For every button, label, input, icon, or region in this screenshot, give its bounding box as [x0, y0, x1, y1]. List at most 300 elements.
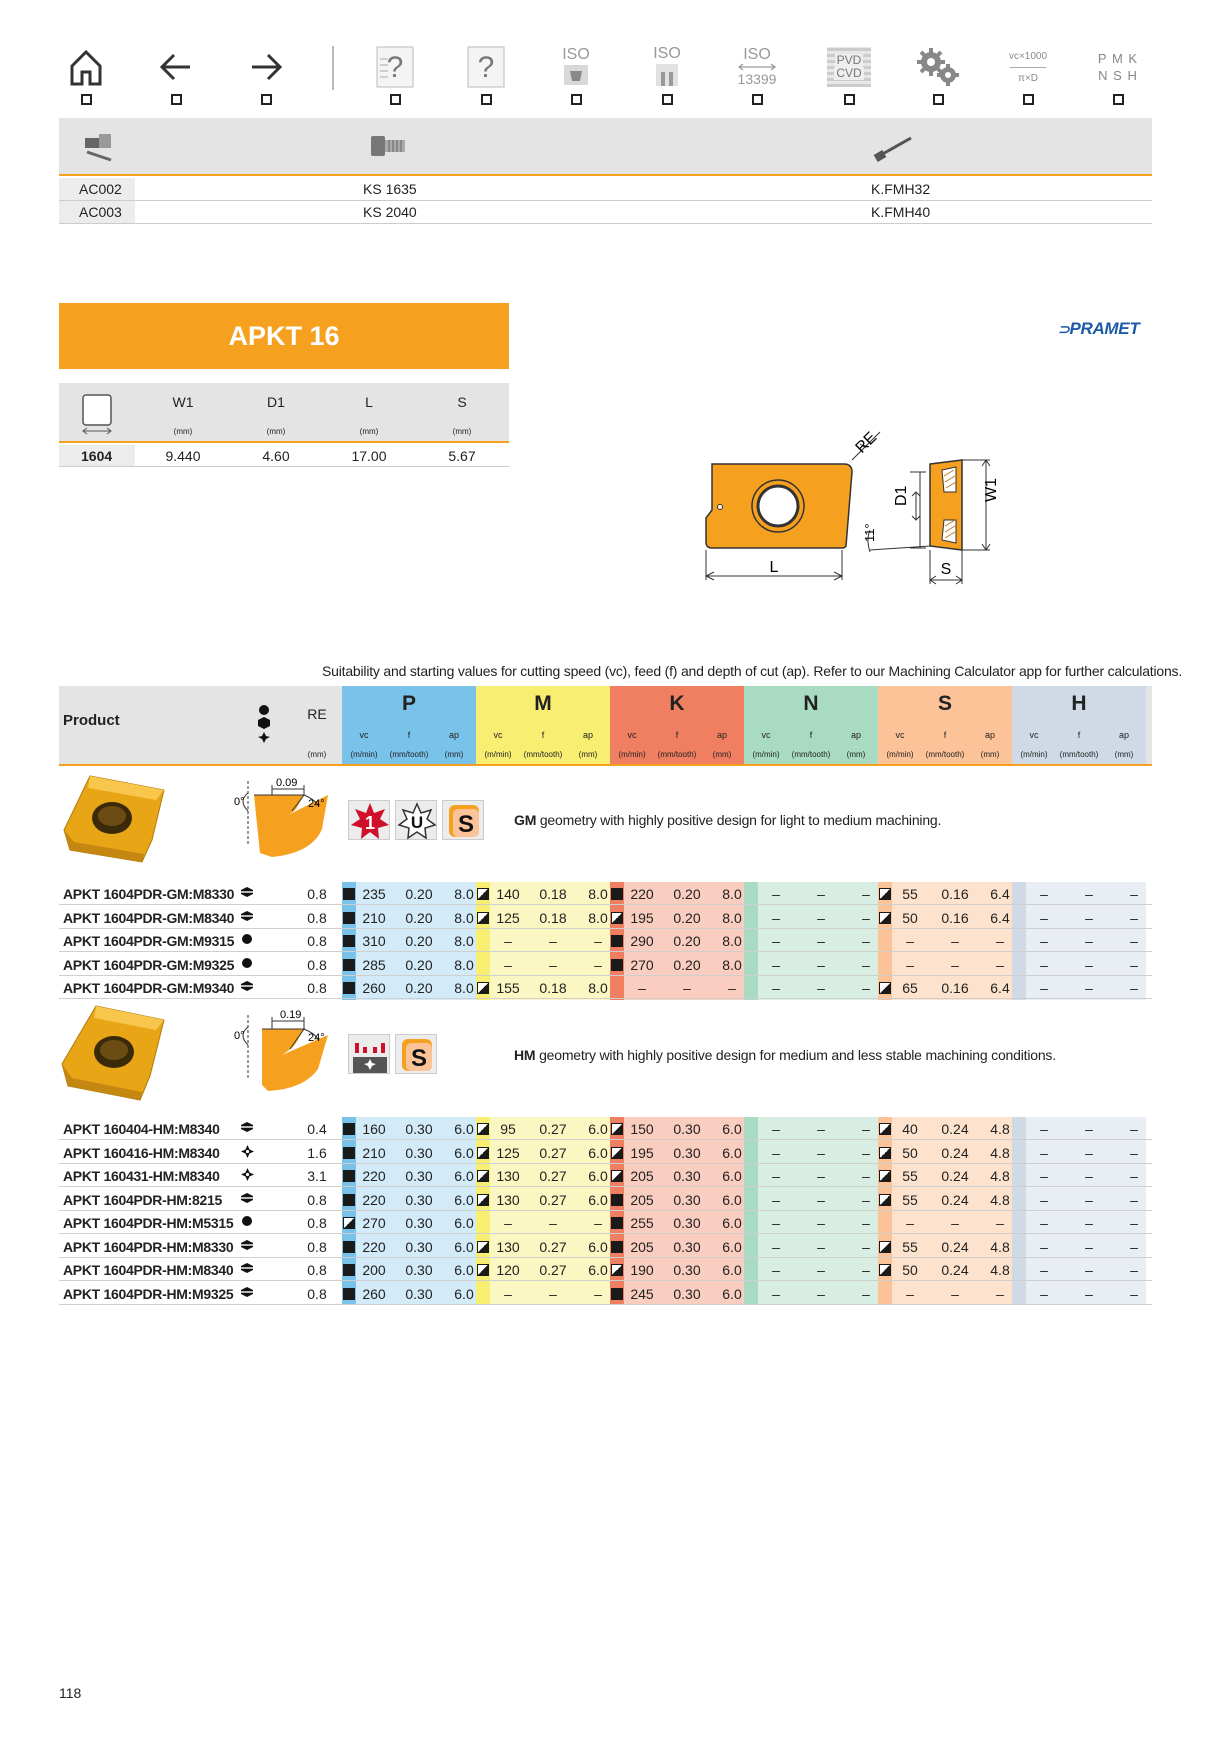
cutting-value-vc: – [1040, 1168, 1048, 1184]
sub-header: f [809, 730, 813, 740]
cutting-value-vc: – [772, 1285, 780, 1302]
cutting-value-ap: 6.0 [722, 1191, 742, 1208]
product-code: APKT 160416-HM:M8340 [63, 1144, 220, 1161]
re-unit: (mm) [307, 750, 327, 759]
home-icon [66, 46, 106, 88]
dim-value-l: 17.00 [351, 448, 387, 464]
formula-bottom: π×D [1018, 72, 1038, 84]
cutting-value-f: 0.30 [673, 1121, 701, 1137]
material-s-icon [396, 1035, 438, 1075]
cutting-value-ap: – [1130, 1215, 1138, 1231]
gm-badge-u [395, 800, 437, 840]
cutting-value-f: 0.30 [405, 1285, 433, 1302]
insert-type-hex-icon [237, 1239, 257, 1254]
cutting-value-ap: – [1130, 1168, 1138, 1184]
insert-dot [718, 505, 723, 510]
cutting-value-f: – [549, 1215, 557, 1231]
sub-unit: (mm) [980, 750, 1000, 759]
cutting-value-f: 0.27 [539, 1262, 567, 1278]
nav-iso-insert-checkbox[interactable] [571, 94, 582, 105]
material-header-m [476, 686, 610, 764]
cutting-value-vc: 290 [630, 933, 654, 949]
cutting-value-f: – [1085, 933, 1093, 949]
hm-badge-s [395, 1034, 437, 1074]
nav-iso-13399-checkbox[interactable] [752, 94, 763, 105]
cutting-value-f: – [817, 1168, 825, 1184]
cutting-value-ap: 8.0 [454, 909, 474, 926]
nav-settings[interactable] [911, 44, 965, 106]
cutting-value-ap: 6.0 [588, 1191, 608, 1208]
material-header-k [610, 686, 744, 764]
cutting-value-f: 0.24 [941, 1262, 969, 1278]
insert-type-hex-icon [237, 1192, 257, 1207]
nav-coating-checkbox[interactable] [844, 94, 855, 105]
svg-text:?: ? [477, 51, 495, 84]
sub-header: vc [1029, 730, 1039, 740]
cutting-value-ap: 6.0 [722, 1168, 742, 1184]
insert-hole [758, 486, 798, 526]
cutting-value-vc: 50 [902, 1144, 918, 1161]
cutting-value-f: 0.30 [405, 1144, 433, 1161]
pmk-label: P M K [1097, 51, 1139, 66]
cutting-value-ap: 8.0 [722, 933, 742, 949]
cutting-value-ap: 6.0 [454, 1144, 474, 1161]
help-icon [465, 45, 507, 89]
nav-calculator[interactable] [1001, 44, 1055, 106]
cutting-value-f: – [817, 1191, 825, 1208]
nav-settings-checkbox[interactable] [933, 94, 944, 105]
gm-edge-profile [232, 775, 328, 861]
cutting-value-vc: 195 [630, 1144, 654, 1161]
cutting-value-f: 0.30 [673, 1168, 701, 1184]
cutting-value-ap: – [862, 909, 870, 926]
re-value: 0.8 [307, 909, 327, 926]
cutting-value-ap: 6.0 [454, 1121, 474, 1137]
nav-iso-insert[interactable] [549, 44, 603, 106]
gm-angle-a: 0° [234, 796, 245, 808]
cutting-value-f: 0.30 [673, 1285, 701, 1302]
cutting-value-f: – [951, 933, 959, 949]
cutting-value-f: 0.20 [673, 909, 701, 926]
cutting-value-vc: – [772, 1121, 780, 1137]
iso-13399-label: 13399 [737, 71, 777, 87]
cutting-value-f: 0.18 [539, 980, 567, 996]
hm-land: 0.19 [280, 1009, 302, 1021]
w1-label: W1 [983, 478, 1000, 502]
nav-iso-13399[interactable] [730, 44, 784, 106]
cutting-value-ap: – [1130, 1191, 1138, 1208]
cutting-value-ap: 6.0 [588, 1238, 608, 1255]
cvd-label: CVD [836, 66, 862, 80]
sub-header: f [1077, 730, 1081, 740]
cutting-value-ap: 4.8 [990, 1168, 1010, 1184]
cutting-value-ap: 8.0 [722, 909, 742, 926]
nav-materials-checkbox[interactable] [1113, 94, 1124, 105]
cutting-value-vc: 200 [362, 1262, 386, 1278]
sub-unit: (mm/tooth) [925, 750, 965, 759]
cutting-value-ap: 6.0 [454, 1168, 474, 1184]
machining-conditions-icon [349, 1035, 391, 1075]
cutting-value-vc: 270 [362, 1215, 386, 1231]
badge-s-text: S [410, 1045, 428, 1072]
cutting-value-f: 0.30 [405, 1121, 433, 1137]
table-row [59, 906, 1152, 929]
cutting-value-vc: – [772, 886, 780, 902]
insert-drawing [690, 420, 1020, 600]
sub-unit: (mm/tooth) [657, 750, 697, 759]
cutting-value-ap: 6.0 [588, 1121, 608, 1137]
cutting-value-vc: 55 [902, 1168, 918, 1184]
gears-icon [915, 46, 961, 88]
sub-header: ap [984, 730, 995, 740]
sub-unit: (mm/tooth) [523, 750, 563, 759]
help-list-icon [374, 45, 416, 89]
hm-desc-bold: HM [514, 1047, 536, 1063]
cutting-value-vc: 260 [362, 1285, 386, 1302]
nav-help[interactable] [459, 44, 513, 106]
cutting-value-f: – [1085, 1285, 1093, 1302]
cutting-value-ap: – [862, 1191, 870, 1208]
cutting-value-vc: 155 [496, 980, 520, 996]
table-row [59, 178, 1152, 201]
cutting-value-f: 0.27 [539, 1121, 567, 1137]
page-title: APKT 16 [59, 303, 509, 369]
cutting-value-ap: 6.0 [454, 1238, 474, 1255]
cutting-value-f: – [817, 1121, 825, 1137]
arrow-right-icon [246, 47, 286, 87]
cutting-value-f: 0.30 [405, 1238, 433, 1255]
cutting-value-vc: – [906, 956, 914, 973]
cutting-value-ap: – [1130, 886, 1138, 902]
cutting-value-vc: 65 [902, 980, 918, 996]
cutting-value-ap: 4.8 [990, 1262, 1010, 1278]
cutting-value-vc: 255 [630, 1215, 654, 1231]
nav-back-checkbox[interactable] [171, 94, 182, 105]
sub-header: f [675, 730, 679, 740]
cutting-value-vc: 95 [500, 1121, 516, 1137]
coating-icon [827, 47, 871, 87]
cutting-value-vc: – [772, 1215, 780, 1231]
cutting-value-f: 0.30 [405, 1191, 433, 1208]
cutting-value-vc: – [1040, 1238, 1048, 1255]
cutting-value-vc: – [772, 1191, 780, 1208]
re-value: 3.1 [307, 1168, 327, 1184]
iso-tool-icon [652, 62, 682, 88]
cutting-value-ap: – [996, 1285, 1004, 1302]
cutting-value-ap: 6.0 [588, 1144, 608, 1161]
dim-code: 1604 [81, 448, 113, 464]
cutting-value-vc: – [1040, 1285, 1048, 1302]
cutting-value-vc: – [772, 980, 780, 996]
nav-home[interactable] [59, 44, 113, 106]
hm-desc-text: geometry with highly positive design for medium and less stable machining conditions. [535, 1047, 1056, 1063]
cutting-value-ap: – [1130, 1285, 1138, 1302]
cutting-value-vc: 285 [362, 956, 386, 973]
table-row [59, 445, 509, 467]
cutting-value-f: 0.27 [539, 1191, 567, 1208]
insert-type-dot-icon [237, 1215, 257, 1230]
cutting-value-vc: 125 [496, 909, 520, 926]
cutting-value-f: – [549, 956, 557, 973]
dim-header-d1: D1 [267, 394, 285, 410]
cutting-value-vc: – [772, 1168, 780, 1184]
nav-help-checkbox[interactable] [481, 94, 492, 105]
material-header-s [878, 686, 1012, 764]
insert-type-hex-icon [237, 1121, 257, 1136]
cutting-value-vc: 130 [496, 1168, 520, 1184]
sub-header: ap [1118, 730, 1129, 740]
product-code: APKT 1604PDR-GM:M8340 [63, 909, 235, 926]
cutting-value-f: – [817, 1285, 825, 1302]
s-label: S [940, 561, 952, 578]
cutting-value-vc: – [772, 1262, 780, 1278]
cutting-value-vc: 40 [902, 1121, 918, 1137]
dim-value-d1: 4.60 [262, 448, 290, 464]
d1-label: D1 [893, 485, 910, 506]
product-code: APKT 160431-HM:M8340 [63, 1168, 220, 1184]
cutting-value-f: 0.16 [941, 886, 969, 902]
table-row [59, 882, 1152, 905]
cutting-value-ap: – [1130, 980, 1138, 996]
dim-value-w1: 9.440 [165, 448, 201, 464]
cutting-value-ap: – [862, 1144, 870, 1161]
cutting-value-ap: – [862, 933, 870, 949]
product-code: APKT 160404-HM:M8340 [63, 1121, 220, 1137]
hm-badge-machining [348, 1034, 390, 1074]
cutting-value-vc: – [1040, 886, 1048, 902]
cutting-value-vc: – [772, 956, 780, 973]
cutting-value-vc: 120 [496, 1262, 520, 1278]
insert-shape-icon [81, 393, 113, 435]
cutting-value-f: 0.24 [941, 1121, 969, 1137]
cutting-value-vc: 205 [630, 1191, 654, 1208]
nav-iso-tool-checkbox[interactable] [662, 94, 673, 105]
cutting-value-ap: 6.4 [990, 980, 1010, 996]
cutting-value-f: 0.30 [405, 1215, 433, 1231]
gm-badge-s [442, 800, 484, 840]
screw-code: KS 2040 [363, 204, 417, 220]
key-icon [871, 132, 915, 162]
star-burst-icon [349, 801, 391, 841]
nav-materials[interactable] [1091, 44, 1145, 106]
cutting-value-f: – [1085, 1191, 1093, 1208]
iso-label: ISO [562, 46, 590, 63]
nav-coating[interactable] [822, 44, 876, 106]
cutting-value-ap: – [862, 1121, 870, 1137]
cutting-value-vc: 205 [630, 1238, 654, 1255]
cutting-value-vc: 50 [902, 1262, 918, 1278]
dim-header-l: L [365, 394, 373, 410]
product-code: APKT 1604PDR-HM:8215 [63, 1191, 222, 1208]
screw-icon [367, 130, 409, 164]
cutting-value-f: 0.30 [673, 1191, 701, 1208]
nav-home-checkbox[interactable] [81, 94, 92, 105]
key-code: K.FMH40 [871, 204, 931, 220]
w1-dimension [962, 460, 990, 550]
sub-header: f [943, 730, 947, 740]
insert-type-legend-icon [257, 704, 271, 744]
cutting-value-ap: – [996, 956, 1004, 973]
cutting-value-ap: 8.0 [454, 980, 474, 996]
material-header-n [744, 686, 878, 764]
gm-badge-1 [348, 800, 390, 840]
table-row [59, 201, 1152, 224]
cutting-value-vc: 195 [630, 909, 654, 926]
cutting-value-f: – [951, 956, 959, 973]
cutting-value-vc: 125 [496, 1144, 520, 1161]
cutting-value-f: 0.27 [539, 1168, 567, 1184]
cutting-value-vc: – [906, 1285, 914, 1302]
re-value: 0.4 [307, 1121, 327, 1137]
cutting-value-vc: 130 [496, 1238, 520, 1255]
cutting-value-f: 0.30 [673, 1262, 701, 1278]
brand-name: PRAMET [1069, 319, 1140, 338]
material-letter: P [401, 692, 416, 715]
cutting-value-ap: 8.0 [722, 886, 742, 902]
material-letter: S [937, 692, 952, 715]
cutting-value-ap: 8.0 [454, 886, 474, 902]
cutting-value-f: – [817, 1215, 825, 1231]
cutting-value-vc: 245 [630, 1285, 654, 1302]
hm-angle-a: 0° [234, 1030, 245, 1042]
nav-help-list-checkbox[interactable] [390, 94, 401, 105]
cutting-value-vc: – [1040, 1121, 1048, 1137]
nav-forward[interactable] [239, 44, 293, 106]
dim-unit: (mm) [266, 427, 286, 436]
cutting-value-ap: – [594, 1215, 602, 1231]
insert-type-hex-icon [237, 1262, 257, 1277]
cutting-value-f: 0.24 [941, 1144, 969, 1161]
cutting-value-ap: 6.0 [454, 1285, 474, 1302]
cutting-value-f: 0.20 [405, 933, 433, 949]
product-code: APKT 1604PDR-GM:M9315 [63, 933, 235, 949]
table-row [59, 929, 1152, 952]
nav-calculator-checkbox[interactable] [1023, 94, 1034, 105]
table-row [59, 1141, 1152, 1164]
cutting-value-vc: – [772, 933, 780, 949]
cutting-value-ap: – [1130, 1262, 1138, 1278]
cutting-value-f: 0.24 [941, 1238, 969, 1255]
cutting-value-vc: – [906, 933, 914, 949]
cutting-value-ap: 8.0 [588, 980, 608, 996]
dim-unit: (mm) [359, 427, 379, 436]
table-row [59, 1282, 1152, 1305]
cutting-value-f: – [817, 886, 825, 902]
cutting-value-vc: 220 [362, 1238, 386, 1255]
cutting-value-vc: – [1040, 1144, 1048, 1161]
cutting-value-vc: – [772, 909, 780, 926]
cutting-value-ap: 8.0 [588, 909, 608, 926]
accessories-header [59, 118, 1152, 176]
sub-unit: (mm) [444, 750, 464, 759]
arrow-left-icon [156, 47, 196, 87]
sub-header: vc [761, 730, 771, 740]
cutting-value-ap: – [594, 956, 602, 973]
cutting-value-vc: 210 [362, 1144, 386, 1161]
material-header-h [1012, 686, 1146, 764]
cutting-value-vc: – [1040, 909, 1048, 926]
cutting-value-vc: 55 [902, 886, 918, 902]
re-value: 1.6 [307, 1144, 327, 1161]
dim-unit: (mm) [452, 427, 472, 436]
sub-header: f [541, 730, 545, 740]
iso-label: ISO [743, 46, 771, 63]
material-s-icon [443, 801, 485, 841]
cutting-value-ap: 8.0 [722, 956, 742, 973]
cutting-value-f: 0.16 [941, 909, 969, 926]
re-header: RE [307, 706, 327, 722]
cutting-value-ap: – [728, 980, 736, 996]
cutting-value-f: – [1085, 1168, 1093, 1184]
cutting-value-vc: 140 [496, 886, 520, 902]
formula-divider [1010, 67, 1046, 68]
cutting-value-ap: 6.0 [722, 1262, 742, 1278]
cutting-value-f: – [817, 956, 825, 973]
cutting-value-vc: 130 [496, 1191, 520, 1208]
suitability-note: Suitability and starting values for cutting speed (vc), feed (f) and depth of cut (ap). Refer to our Machining Calculator app for further calculations. [322, 663, 1183, 679]
material-letter: K [669, 692, 685, 715]
hm-angle-b: 24° [308, 1032, 325, 1044]
nav-help-list[interactable] [368, 44, 422, 106]
cutting-value-f: 0.20 [405, 956, 433, 973]
sub-unit: (mm) [1114, 750, 1134, 759]
cutting-value-vc: – [504, 1285, 512, 1302]
nav-forward-checkbox[interactable] [261, 94, 272, 105]
sub-header: ap [448, 730, 459, 740]
cutting-value-ap: – [594, 1285, 602, 1302]
d1-dimension [912, 492, 920, 520]
cutting-value-ap: – [862, 1238, 870, 1255]
cutting-value-ap: 6.0 [588, 1262, 608, 1278]
cutting-value-f: – [549, 1285, 557, 1302]
gm-desc-text: geometry with highly positive design for light to medium machining. [536, 812, 942, 828]
gm-insert-image [60, 770, 170, 868]
product-code: APKT 1604PDR-HM:M9325 [63, 1285, 234, 1302]
cutting-value-vc: 160 [362, 1121, 386, 1137]
material-header-p [342, 686, 476, 764]
table-row [59, 1164, 1152, 1187]
cutting-value-vc: – [1040, 1191, 1048, 1208]
cutting-value-f: 0.27 [539, 1238, 567, 1255]
cutting-value-ap: 6.0 [722, 1238, 742, 1255]
cutting-value-ap: 6.0 [454, 1215, 474, 1231]
cutting-value-vc: 50 [902, 909, 918, 926]
gm-desc-bold: GM [514, 812, 537, 828]
cutting-value-ap: 8.0 [454, 956, 474, 973]
sub-header: vc [895, 730, 905, 740]
clamp-icon [81, 130, 117, 164]
re-value: 0.8 [307, 1285, 327, 1302]
cutting-value-vc: 190 [630, 1262, 654, 1278]
table-row [59, 1117, 1152, 1140]
sub-unit: (mm/tooth) [1059, 750, 1099, 759]
cutting-value-f: – [817, 980, 825, 996]
nav-back[interactable] [149, 44, 203, 106]
cutting-value-f: 0.20 [405, 909, 433, 926]
sub-unit: (mm/tooth) [791, 750, 831, 759]
cutting-value-ap: – [1130, 1238, 1138, 1255]
cutting-value-f: – [1085, 1121, 1093, 1137]
brand-logo [1058, 319, 1139, 339]
cutting-value-vc: 310 [362, 933, 386, 949]
nav-iso-tool[interactable] [640, 44, 694, 106]
cutting-value-vc: 55 [902, 1191, 918, 1208]
cutting-value-f: 0.24 [941, 1168, 969, 1184]
cutting-value-f: 0.20 [405, 886, 433, 902]
insert-type-hex-icon [237, 1286, 257, 1301]
sub-unit: (mm) [578, 750, 598, 759]
cutting-value-f: 0.30 [673, 1144, 701, 1161]
